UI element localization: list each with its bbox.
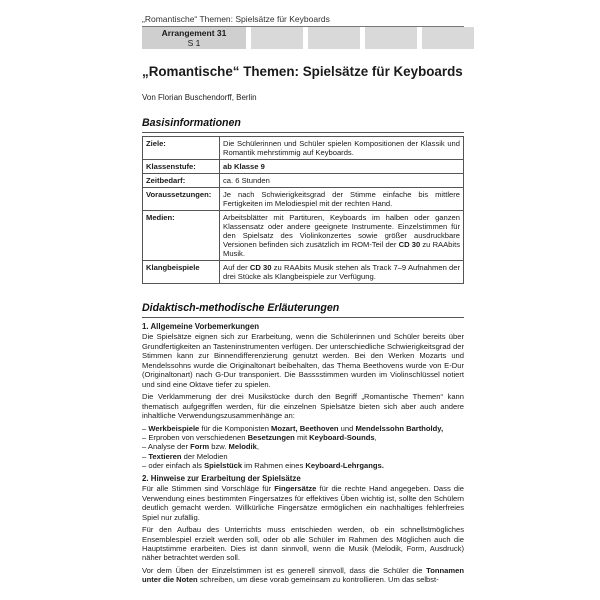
- list-text: Erproben von verschiedenen: [148, 432, 248, 442]
- paragraph-text: schreiben, um diese vorab gemeinsam zu kontrollieren. Um das selbst-: [197, 575, 439, 585]
- row-value-text: zu RAAbits Musik stehen als Track 7–9 Aufnahmen der drei Stücke als Klangbeispiele zur Verfügung.: [223, 263, 460, 281]
- row-value-text: Auf der: [223, 263, 250, 272]
- row-value: Je nach Schwierigkeitsgrad der Stimme einfache bis mittlere Fertigkeiten im Melodiespiel mit der rechten Hand.: [220, 188, 464, 211]
- subheading-vorbemerkungen: 1. Allgemeine Vorbemerkungen: [142, 322, 260, 331]
- table-row: [143, 261, 464, 284]
- row-value: Die Schülerinnen und Schüler spielen Kompositionen der Klassik und Romantik mehrstimmig auf Keyboards.: [220, 137, 464, 160]
- table-row: [143, 188, 464, 211]
- list-text: und: [338, 423, 356, 433]
- paragraph-bold: Fingersätze: [274, 484, 317, 494]
- table-row: [143, 211, 464, 261]
- row-key: Zeitbedarf:: [143, 174, 220, 188]
- subheading-erarbeitung: 2. Hinweise zur Erarbeitung der Spielsätze: [142, 473, 301, 483]
- row-value: [220, 261, 464, 284]
- section-heading-basisinfo: Basisinformationen: [142, 117, 464, 133]
- row-key: Klangbeispiele: [143, 261, 220, 284]
- page-title: „Romantische“ Themen: Spielsätze für Keyboards: [142, 64, 463, 79]
- row-value-text: Arbeitsblätter mit Partituren, Keyboards im halben oder ganzen Klassensatz oder andere geeignete Instrumente. Einzelstimmen für den Spielsatz des Violinkonzertes sowie größer ausdruckbare Versionen befinden sich zusätzlich im ROM-Teil der: [223, 213, 460, 249]
- row-value: ca. 6 Stunden: [220, 174, 464, 188]
- info-table: [142, 136, 464, 284]
- list-item: [142, 442, 464, 451]
- list-text: Analyse der: [147, 442, 191, 452]
- body-text: [142, 322, 464, 588]
- paragraph-text: für die rechte Hand angegeben. Dass die Verwendung eines bestimmten Fingersatzes für effektives Üben wichtig ist, sollte den Schülern deutlich gemacht werden. Willkürliche Fingersätze ermöglichen ein nachhaltiges fehlerfreies Spiel nur zufällig.: [142, 484, 464, 522]
- list-bold: Mendelssohn Bartholdy,: [355, 423, 444, 433]
- list-bold: Keyboard-Lehrgangs.: [305, 461, 384, 471]
- tab-arrangement: [142, 27, 246, 49]
- list-bold: Textieren: [148, 451, 182, 461]
- row-key: Medien:: [143, 211, 220, 261]
- row-key: Ziele:: [143, 137, 220, 160]
- row-value: [220, 211, 464, 261]
- list-bold: Keyboard-Sounds: [309, 432, 375, 442]
- paragraph-text: Vor dem Üben der Einzelstimmen ist es generell sinnvoll, dass die Schüler die: [142, 565, 427, 575]
- cd-reference: CD 30: [249, 263, 272, 272]
- byline: Von Florian Buschendorff, Berlin: [142, 93, 257, 102]
- tab-blank: [422, 27, 474, 49]
- section-tabs: [142, 27, 474, 49]
- paragraph: Für den Aufbau des Unterrichts muss entschieden werden, ob ein schnellstmögliches Ensemblespiel erzielt werden soll, oder ob alle Schüler im Rahmen des Möglichen auch die Hauptstimme erarbeiten. Dies ist dann sinnvoll, wenn die Musik (Melodik, Form, Ausdruck) näher betrachtet werden soll.: [142, 525, 464, 563]
- paragraph: Die Spielsätze eignen sich zur Erarbeitung, wenn die Schülerinnen und Schüler bereits über Grundfertigkeiten an Tasteninstrumenten verfügen. Der unterschiedliche Schwierigkeitsgrad der Stimmen kann zur Binnendifferenzierung genutzt werden. Bei den Werken Mozarts und Mendelssohns wurde die Originaltonart beibehalten, das Thema Beethovens wurde von E-Dur (Originaltonart) nach G-Dur transponiert. Die Basssstimmen wurden im Violinschlüssel notiert und sind eine Oktave tiefer zu spielen.: [142, 332, 464, 389]
- table-row: [143, 160, 464, 174]
- tab-blank: [365, 27, 417, 49]
- list-bold: Werkbeispiele: [148, 423, 200, 433]
- list-text: für die Komponisten: [199, 423, 272, 433]
- section-heading-didaktik: Didaktisch-methodische Erläuterungen: [142, 302, 464, 318]
- list-item: [142, 452, 464, 461]
- cd-reference: CD 30: [398, 240, 421, 249]
- tab-page: S 1: [187, 38, 201, 48]
- running-head: „Romantische“ Themen: Spielsätze für Keyboards: [142, 14, 464, 27]
- paragraph-bold: Tonnamen unter die Noten: [142, 565, 464, 585]
- usage-list: [142, 424, 464, 471]
- list-text: der Melodien: [181, 451, 228, 461]
- list-text: ,: [374, 432, 377, 442]
- list-text: im Rahmen eines: [242, 461, 306, 471]
- paragraph: [142, 566, 464, 585]
- list-bold: Spielstück: [204, 461, 243, 471]
- list-text: bzw.: [209, 442, 229, 452]
- list-item: [142, 433, 464, 442]
- table-row: [143, 137, 464, 160]
- list-text: mit: [294, 432, 310, 442]
- list-text: ,: [256, 442, 259, 452]
- list-bold: Mozart, Beethoven: [271, 423, 339, 433]
- list-bold: Melodik: [228, 442, 257, 452]
- row-value: ab Klasse 9: [220, 160, 464, 174]
- row-key: Voraussetzungen:: [143, 188, 220, 211]
- paragraph-text: Für alle Stimmen sind Vorschläge für: [142, 484, 275, 494]
- list-item: [142, 424, 464, 433]
- list-bold: Form: [190, 442, 210, 452]
- list-text: oder einfach als: [148, 461, 205, 471]
- row-key: Klassenstufe:: [143, 160, 220, 174]
- tab-blank: [251, 27, 303, 49]
- list-item: [142, 461, 464, 470]
- list-bold: Besetzungen: [247, 432, 295, 442]
- tab-label: Arrangement 31: [161, 28, 227, 38]
- paragraph: [142, 484, 464, 522]
- table-row: [143, 174, 464, 188]
- tab-blank: [308, 27, 360, 49]
- paragraph: Die Verklammerung der drei Musikstücke durch den Begriff „Romantische Themen“ kann thematisch aufgegriffen werden, für die einzelnen Spielsätze bieten sich aber auch andere inhaltliche Verwendungszusammenhänge an:: [142, 392, 464, 421]
- row-value-text: zu RAAbits Musik.: [223, 240, 461, 258]
